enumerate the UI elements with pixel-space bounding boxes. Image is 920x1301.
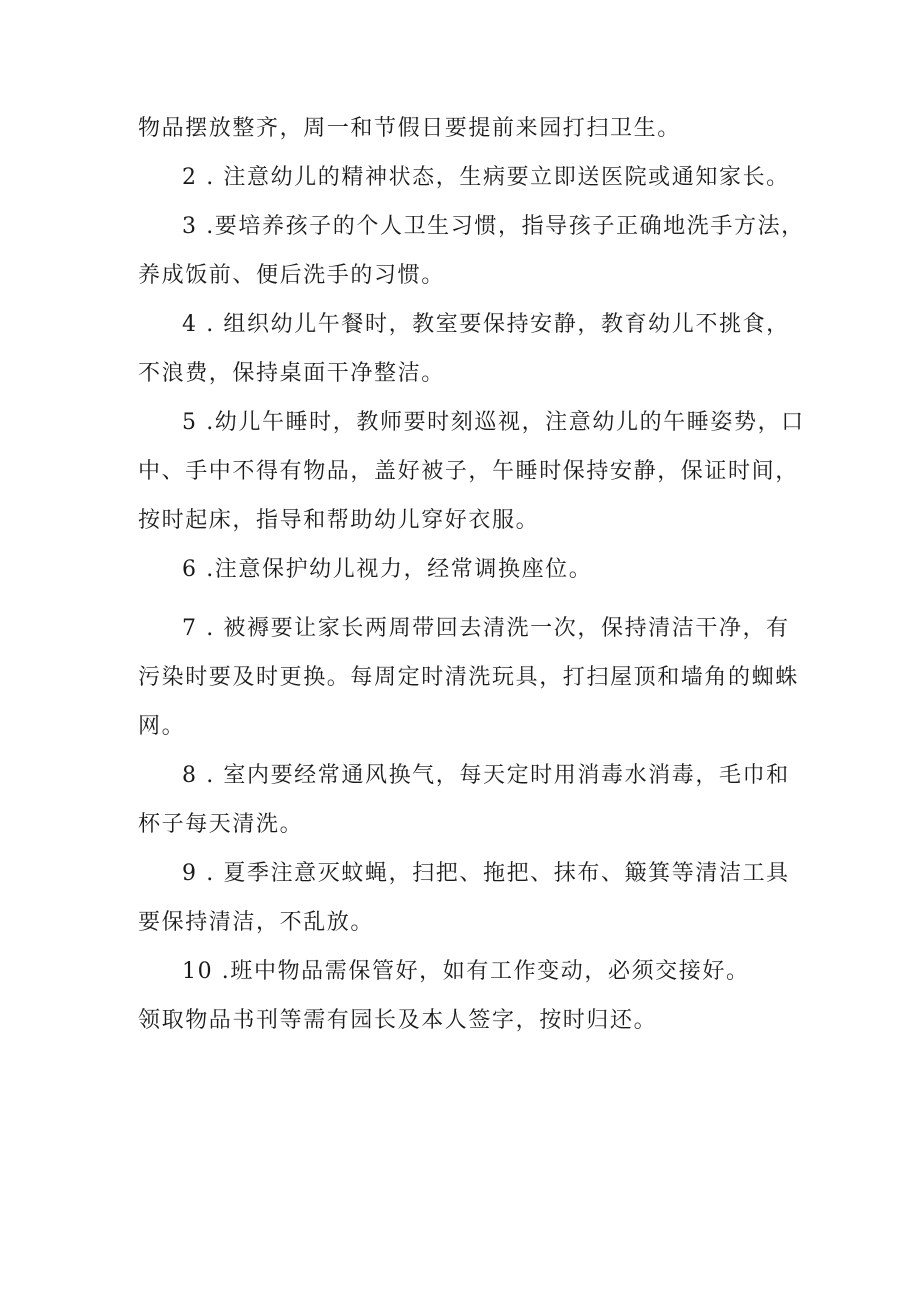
paragraph-gap xyxy=(138,594,810,604)
paragraph-item-8: 8 . 室内要经常通风换气，每天定时用消毒水消毒，毛巾和杯子每天清洗。 xyxy=(138,763,790,837)
paragraph-closing: 领取物品书刊等需有园长及本人签字，按时归还。 xyxy=(138,1008,658,1033)
document-body xyxy=(138,104,810,1045)
paragraph-item-3: 3 .要培养孩子的个人卫生习惯，指导孩子正确地洗手方法，养成饭前、便后洗手的习惯。 xyxy=(138,214,805,288)
paragraph-item-7: 7 . 被褥要让家长两周带回去清洗一次，保持清洁干净，有污染时要及时更换。每周定时清洗玩具，打扫屋顶和墙角的蜘蛛网。 xyxy=(138,616,799,739)
paragraph-item-5: 5 .幼儿午睡时，教师要时刻巡视，注意幼儿的午睡姿势，口中、手中不得有物品，盖好被子，午睡时保持安静，保证时间，按时起床，指导和帮助幼儿穿好衣服。 xyxy=(138,410,805,533)
paragraph-continuation: 物品摆放整齐，周一和节假日要提前来园打扫卫生。 xyxy=(138,116,681,141)
paragraph-item-9: 9 . 夏季注意灭蚊蝇，扫把、拖把、抹布、簸箕等清洁工具要保持清洁，不乱放。 xyxy=(138,861,790,935)
paragraph-item-2: 2 . 注意幼儿的精神状态，生病要立即送医院或通知家长。 xyxy=(182,165,790,190)
paragraph-item-10: 10 .班中物品需保管好，如有工作变动，必须交接好。 xyxy=(182,959,750,984)
paragraph-item-6: 6 .注意保护幼儿视力，经常调换座位。 xyxy=(182,557,593,582)
paragraph-item-4: 4 . 组织幼儿午餐时，教室要保持安静，教育幼儿不挑食，不浪费，保持桌面干净整洁。 xyxy=(138,312,790,386)
